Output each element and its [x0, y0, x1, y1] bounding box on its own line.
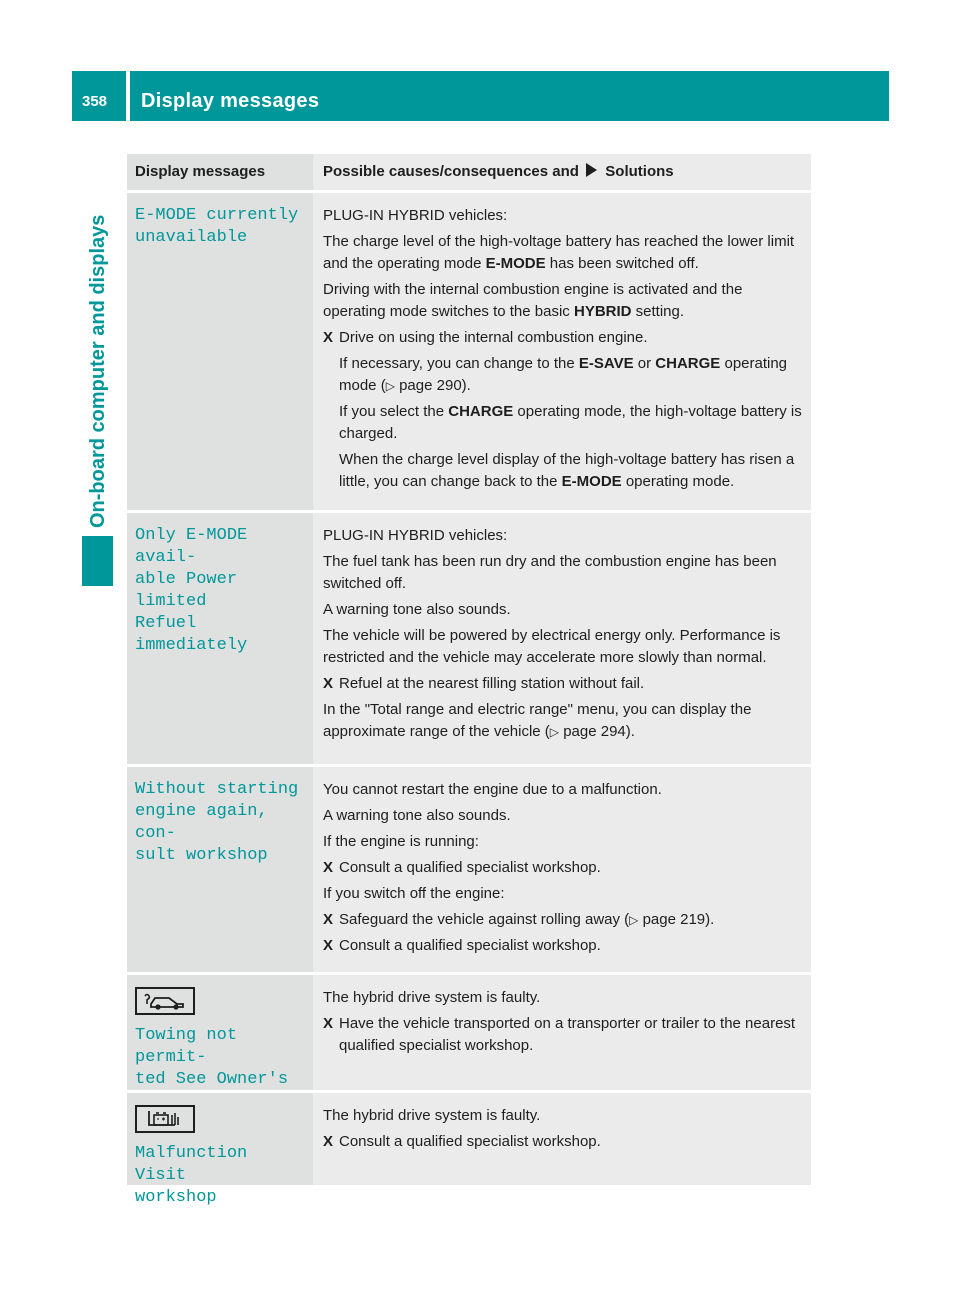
page-number: 358	[82, 93, 108, 110]
table-row	[127, 193, 811, 513]
text: If you switch off the engine:	[323, 885, 505, 902]
text: When the charge level display of the high-voltage battery has risen a little, you can change back to the E-MODE operating mode.	[339, 451, 795, 490]
text: The fuel tank has been run dry and the combustion engine has been switched off.	[323, 553, 777, 592]
text: A warning tone also sounds.	[323, 601, 511, 618]
page-ref-icon: ▷	[549, 725, 560, 739]
col-header-solutions	[313, 154, 811, 190]
action-marker-icon: X	[323, 675, 334, 692]
action-marker-icon: X	[323, 1015, 334, 1032]
message-cell	[127, 975, 313, 1090]
message-cell	[127, 513, 313, 764]
text: If you select the CHARGE operating mode, the high-voltage battery is charged.	[339, 403, 802, 442]
display-message: E-MODE currently unavailable	[135, 206, 299, 247]
text: The vehicle will be powered by electrical energy only. Performance is restricted and the vehicle may accelerate more slowly than normal.	[323, 627, 781, 666]
action-step: X Consult a qualified specialist workshop.	[323, 935, 805, 957]
display-message: Without starting engine again, con‑ sult workshop	[135, 780, 299, 865]
action-step: X Consult a qualified specialist workshop.	[323, 1131, 805, 1153]
action-marker-icon: X	[323, 1133, 334, 1150]
table-header-row	[127, 154, 811, 193]
side-tab-marker	[82, 536, 113, 586]
action-step: X Consult a qualified specialist workshop.	[323, 857, 805, 879]
text: The hybrid drive system is faulty.	[323, 1107, 541, 1124]
col-header-messages: Display messages	[127, 154, 313, 190]
text: PLUG-IN HYBRID vehicles:	[323, 527, 508, 544]
text: A warning tone also sounds.	[323, 807, 511, 824]
text: The hybrid drive system is faulty.	[323, 989, 541, 1006]
display-message: Malfunction Visit workshop	[135, 1144, 248, 1207]
table-row	[127, 513, 811, 767]
side-tab-label: On-board computer and displays	[87, 214, 109, 528]
text: If necessary, you can change to the E-SAVE or CHARGE operating mode (▷ page 290).	[339, 355, 788, 394]
message-cell	[127, 193, 313, 510]
solution-cell	[313, 193, 811, 510]
solution-cell	[313, 1093, 811, 1185]
col-header-causes: Possible causes/consequences and	[323, 163, 579, 180]
col-header-solutions-label: Solutions	[605, 163, 674, 180]
table-row	[127, 1093, 811, 1207]
text: You cannot restart the engine due to a malfunction.	[323, 781, 662, 798]
message-cell	[127, 767, 313, 972]
text: The charge level of the high-voltage battery has reached the lower limit and the operating mode E-MODE has been switched off.	[323, 233, 795, 272]
page-ref-icon: ▷	[385, 379, 395, 393]
action-step: X Refuel at the nearest filling station without fail.	[323, 673, 805, 695]
solution-cell	[313, 513, 811, 764]
table-row	[127, 767, 811, 975]
action-marker-icon: X	[323, 937, 334, 954]
page-ref-icon: ▷	[629, 913, 639, 927]
text: In the "Total range and electric range" menu, you can display the approximate range of the vehicle (▷ page 294).	[323, 701, 752, 740]
messages-table	[127, 154, 811, 1207]
solution-cell	[313, 767, 811, 972]
text: Driving with the internal combustion engine is activated and the operating mode switches to the basic HYBRID setting.	[323, 281, 743, 320]
header-divider	[126, 71, 130, 121]
action-step: X Safeguard the vehicle against rolling away (▷ page 219).	[323, 909, 805, 931]
table-row	[127, 975, 811, 1093]
display-message: Towing not permit‑ ted See Owner's	[135, 1026, 289, 1089]
page-title: Display messages	[141, 90, 320, 112]
towing-car-icon	[135, 987, 195, 1015]
message-cell	[127, 1093, 313, 1207]
solution-cell	[313, 975, 811, 1090]
display-message: Only E-MODE avail‑ able Power limited Refuel immediately	[135, 526, 248, 655]
play-arrow-icon	[586, 163, 597, 177]
action-marker-icon: X	[323, 329, 334, 346]
action-step: X Have the vehicle transported on a transporter or trailer to the nearest qualified specialist workshop.	[323, 1015, 796, 1054]
page-header	[72, 71, 889, 121]
action-marker-icon: X	[323, 911, 334, 928]
text: If the engine is running:	[323, 833, 479, 850]
battery-warning-icon	[135, 1105, 195, 1133]
text: PLUG-IN HYBRID vehicles:	[323, 207, 508, 224]
action-marker-icon: X	[323, 859, 334, 876]
action-step: X Drive on using the internal combustion engine.	[323, 327, 805, 349]
